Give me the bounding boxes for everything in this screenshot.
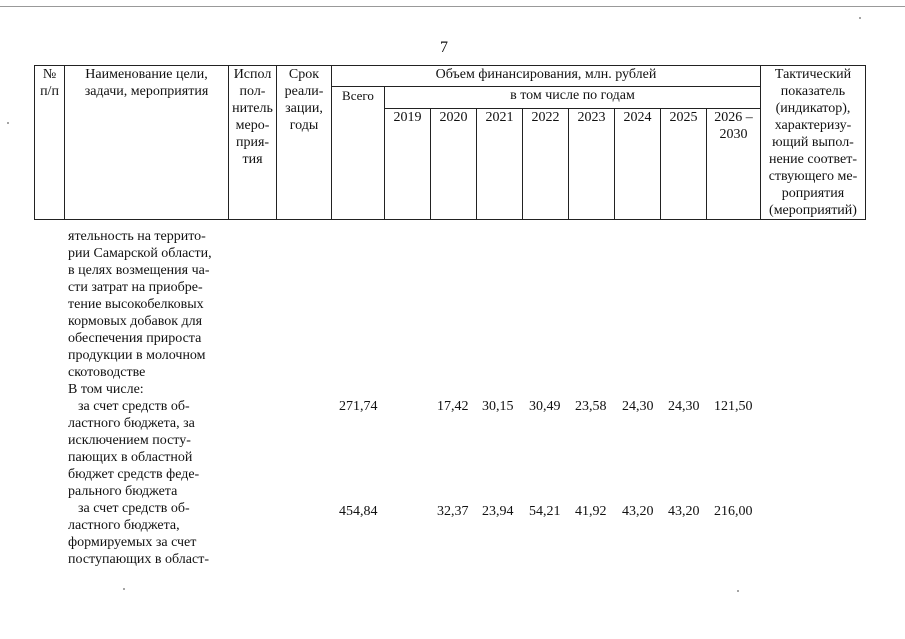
year-value: 216,00 <box>714 504 753 519</box>
col-header-total: Всего <box>332 87 385 220</box>
text-line: формируемых за счет <box>68 535 197 550</box>
year-value: 43,20 <box>622 504 654 519</box>
text-line: рии Самарской области, <box>68 246 212 261</box>
text-line: за счет средств об- <box>78 399 190 414</box>
year-header: 2021 <box>477 109 523 220</box>
year-header: 2022 <box>523 109 569 220</box>
text-line: ятельность на террито- <box>68 229 206 244</box>
funding-source-row <box>68 500 222 568</box>
text-line: ластного бюджета, за <box>68 416 195 431</box>
text-line: пающих в областной <box>68 450 193 465</box>
scan-speck <box>859 17 861 19</box>
year-value: 32,37 <box>437 504 469 519</box>
year-value: 121,50 <box>714 399 753 414</box>
text-line: сти затрат на приобре- <box>68 280 203 295</box>
year-header: 2024 <box>615 109 661 220</box>
year-header: 2025 <box>661 109 707 220</box>
col-header-by-years: в том числе по годам <box>385 87 761 109</box>
year-value: 54,21 <box>529 504 561 519</box>
text-line: в целях возмещения ча- <box>68 263 210 278</box>
year-header: 2026 – 2030 <box>707 109 761 220</box>
text-line: исключением посту- <box>68 433 191 448</box>
year-header: 2019 <box>385 109 431 220</box>
text-line: рального бюджета <box>68 484 178 499</box>
text-line: продукции в молочном <box>68 348 206 363</box>
text-line: ластного бюджета, <box>68 518 180 533</box>
year-value: 24,30 <box>622 399 654 414</box>
text-line: кормовых добавок для <box>68 314 203 329</box>
scan-speck <box>123 588 125 590</box>
table-header <box>34 65 866 220</box>
text-line: за счет средств об- <box>78 501 190 516</box>
col-header-indicator: Тактический показатель (индикатор), характеризу- ющий выпол- нение соответ- ствующего ме- роприятия (мероприятий) <box>761 66 866 220</box>
text-line: бюджет средств феде- <box>68 467 200 482</box>
year-value: 41,92 <box>575 504 607 519</box>
text-line: обеспечения прироста <box>68 331 202 346</box>
year-header: 2023 <box>569 109 615 220</box>
col-header-term: Срок реали- зации, годы <box>277 66 332 220</box>
including-label: В том числе: <box>68 382 144 397</box>
year-value: 30,49 <box>529 399 561 414</box>
year-header: 2020 <box>431 109 477 220</box>
year-value: 17,42 <box>437 399 469 414</box>
col-header-funding: Объем финансирования, млн. рублей <box>332 66 761 87</box>
year-value: 30,15 <box>482 399 514 414</box>
funding-source-row <box>68 398 222 500</box>
text-line: скотоводстве <box>68 365 146 380</box>
measure-description <box>68 228 222 398</box>
scan-speck <box>737 590 739 592</box>
col-header-name: Наименование цели, задачи, мероприятия <box>65 66 229 220</box>
scan-top-border <box>0 6 905 7</box>
year-value: 24,30 <box>668 399 700 414</box>
row-total: 271,74 <box>339 399 378 414</box>
col-header-number: № п/п <box>35 66 65 220</box>
year-value: 43,20 <box>668 504 700 519</box>
year-value: 23,58 <box>575 399 607 414</box>
row-total: 454,84 <box>339 504 378 519</box>
col-header-executor: Испол пол- нитель меро- прия- тия <box>229 66 277 220</box>
year-value: 23,94 <box>482 504 514 519</box>
text-line: поступающих в област- <box>68 552 210 567</box>
text-line: тение высокобелковых <box>68 297 204 312</box>
scan-speck <box>7 122 9 124</box>
page-number: 7 <box>440 39 448 56</box>
